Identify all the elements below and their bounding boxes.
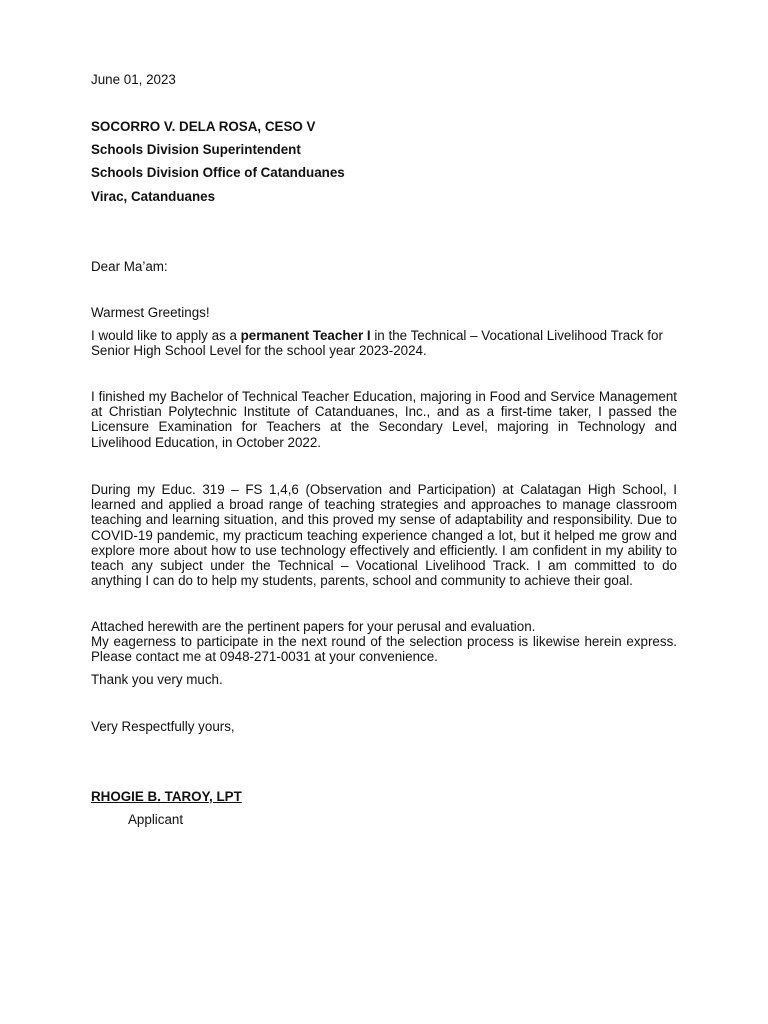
position-applied: permanent Teacher I — [240, 328, 371, 343]
letter-date: June 01, 2023 — [91, 72, 176, 87]
closing: Very Respectfully yours, — [91, 719, 235, 734]
signatory-title: Applicant — [128, 812, 184, 827]
recipient-name: SOCORRO V. DELA ROSA, CESO V — [91, 119, 316, 134]
recipient-position: Schools Division Superintendent — [91, 142, 301, 157]
paragraph-attachments: Attached herewith are the pertinent papers for your perusal and evaluation. — [91, 619, 536, 634]
paragraph-application-end: in the Technical – Vocational Livelihood Track for Senior High School Level for the school year 2023-2024. — [91, 328, 663, 359]
salutation: Dear Ma’am: — [91, 259, 168, 274]
paragraph-thanks: Thank you very much. — [91, 672, 223, 687]
paragraph-experience: During my Educ. 319 – FS 1,4,6 (Observation and Participation) at Calatagan High School, I learned and applied a broad range of teaching strategies and approaches to manage classroom teaching and learning situation, and this proved my sense of adaptability and responsibility. Due to COVID-19 pandemic, my practicum teaching experience changed a lot, but it helped me grow and explore more about how to use technology effectively and efficiently. I am confident in my ability to teach any subject under the Technical – Vocational Livelihood Track. I am committed to do anything I can do to help my students, parents, school and community to achieve their goal. — [91, 482, 677, 589]
paragraph-contact: My eagerness to participate in the next round of the selection process is likewise herein express. Please contact me at 0948-271-0031 at your convenience. — [91, 634, 677, 665]
paragraph-education: I finished my Bachelor of Technical Teacher Education, majoring in Food and Service Management at Christian Polytechnic Institute of Catanduanes, Inc., and as a first-time taker, I passed the Licensure Examination for Teachers at the Secondary Level, majoring in Technology and Livelihood Education, in October 2022. — [91, 389, 677, 450]
paragraph-application-start: I would like to apply as a — [91, 328, 241, 343]
greeting: Warmest Greetings! — [91, 305, 210, 320]
recipient-location: Virac, Catanduanes — [91, 189, 216, 204]
recipient-office: Schools Division Office of Catanduanes — [91, 165, 345, 180]
signatory-name: RHOGIE B. TAROY, LPT — [91, 789, 242, 804]
paragraph-application — [91, 328, 691, 358]
